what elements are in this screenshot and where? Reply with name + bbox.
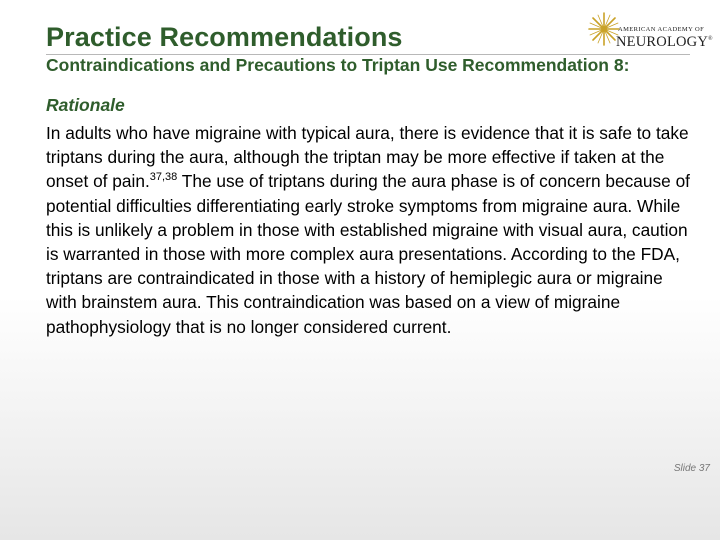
citation-superscript: 37,38 bbox=[149, 171, 178, 184]
rationale-paragraph bbox=[46, 121, 692, 339]
logo-line1: AMERICAN ACADEMY OF bbox=[618, 26, 705, 33]
recommendation-heading: Contraindications and Precautions to Triptan Use Recommendation 8: bbox=[46, 55, 630, 75]
slide-title: Practice Recommendations bbox=[46, 22, 403, 52]
paragraph-text-1: In adults who have migraine with typical aura, there is evidence that it is safe to take triptans during the aura, although the triptan may be more effective if taken at the onset of pain. bbox=[46, 123, 689, 192]
rationale-label: Rationale bbox=[46, 95, 125, 115]
logo-line2: NEUROLOGY® bbox=[616, 34, 713, 50]
registered-mark: ® bbox=[708, 36, 713, 43]
slide-number: Slide 37 bbox=[673, 463, 710, 474]
aan-logo bbox=[588, 12, 713, 52]
paragraph-text-2: The use of triptans during the aura phase is of concern because of potential difficulties differentiating early stroke symptoms from migraine aura. While this is unlikely a problem in those with established migraine with visual aura, caution is warranted in those with more complex aura presentations. According to the FDA, triptans are contraindicated in those with a history of hemiplegic aura or migraine with brainstem aura. This contraindication was based on a view of migraine pathophysiology that is no longer considered current. bbox=[46, 171, 690, 337]
